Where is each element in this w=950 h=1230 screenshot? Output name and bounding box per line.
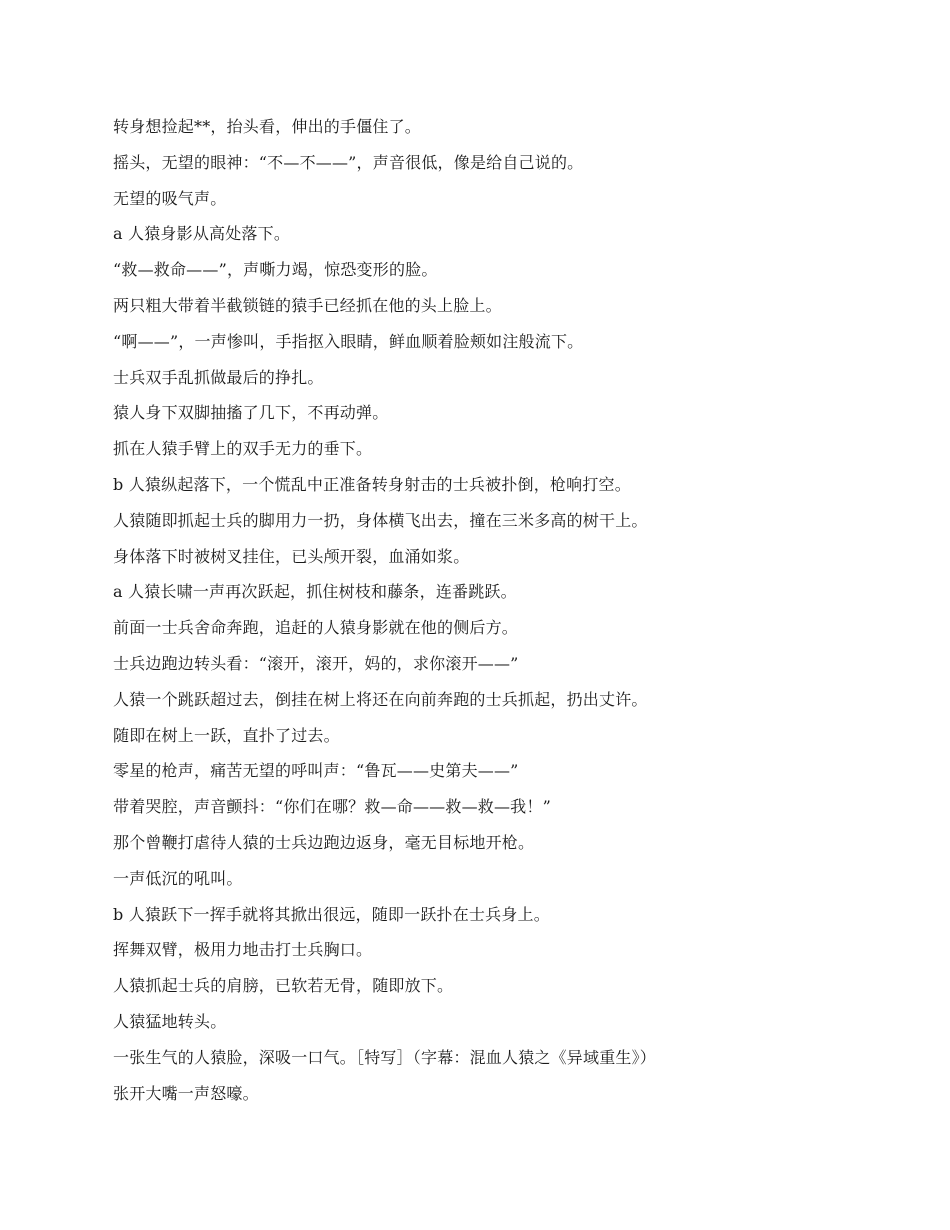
text-line: 摇头，无望的眼神：“不—不——”，声音很低，像是给自己说的。 (113, 152, 584, 172)
text-line: 随即在树上一跃，直扑了过去。 (113, 725, 340, 745)
text-line: 那个曾鞭打虐待人猿的士兵边跑边返身，毫无目标地开枪。 (113, 832, 535, 852)
text-line: 人猿猛地转头。 (113, 1011, 227, 1031)
text-line: 士兵边跑边转头看：“滚开，滚开，妈的，求你滚开——” (113, 653, 519, 673)
text-line: 人猿一个跳跃超过去，倒挂在树上将还在向前奔跑的士兵抓起，扔出丈许。 (113, 689, 648, 709)
text-line: a 人猿长啸一声再次跃起，抓住树枝和藤条，连番跳跃。 (113, 582, 517, 602)
text-line: 带着哭腔，声音颤抖：“你们在哪？救—命——救—救—我！” (113, 797, 551, 817)
script-text-body (113, 109, 873, 1111)
text-line: 一张生气的人猿脸，深吸一口气。［特写］（字幕：混血人猿之《异域重生》） (113, 1047, 657, 1067)
text-line: 士兵双手乱抓做最后的挣扎。 (113, 367, 324, 387)
text-line: 两只粗大带着半截锁链的猿手已经抓在他的头上脸上。 (113, 295, 502, 315)
text-line: b 人猿纵起落下，一个慌乱中正准备转身射击的士兵被扑倒，枪响打空。 (113, 474, 631, 494)
text-line: “啊——”，一声惨叫，手指抠入眼睛，鲜血顺着脸颊如注般流下。 (113, 331, 584, 351)
text-line: 张开大嘴一声怒嚎。 (113, 1083, 259, 1103)
text-line: 前面一士兵舍命奔跑，追赶的人猿身影就在他的侧后方。 (113, 618, 519, 638)
text-line: 零星的枪声，痛苦无望的呼叫声：“鲁瓦——史第夫——” (113, 761, 519, 781)
text-line: 一声低沉的吼叫。 (113, 868, 243, 888)
text-line: 挥舞双臂，极用力地击打士兵胸口。 (113, 940, 373, 960)
text-line: 猿人身下双脚抽搐了几下，不再动弹。 (113, 403, 389, 423)
text-line: 抓在人猿手臂上的双手无力的垂下。 (113, 439, 373, 459)
text-line: 身体落下时被树叉挂住，已头颅开裂，血涌如浆。 (113, 546, 470, 566)
text-line: a 人猿身影从高处落下。 (113, 224, 291, 244)
text-line: 转身想捡起**，抬头看，伸出的手僵住了。 (113, 117, 422, 136)
text-line: 人猿抓起士兵的肩膀，已软若无骨，随即放下。 (113, 976, 454, 996)
text-line: “救—救命——”，声嘶力竭，惊恐变形的脸。 (113, 260, 438, 280)
text-line: b 人猿跃下一挥手就将其掀出很远，随即一跃扑在士兵身上。 (113, 904, 550, 924)
text-line: 人猿随即抓起士兵的脚用力一扔，身体横飞出去，撞在三米多高的树干上。 (113, 510, 648, 530)
text-line: 无望的吸气声。 (113, 188, 227, 208)
